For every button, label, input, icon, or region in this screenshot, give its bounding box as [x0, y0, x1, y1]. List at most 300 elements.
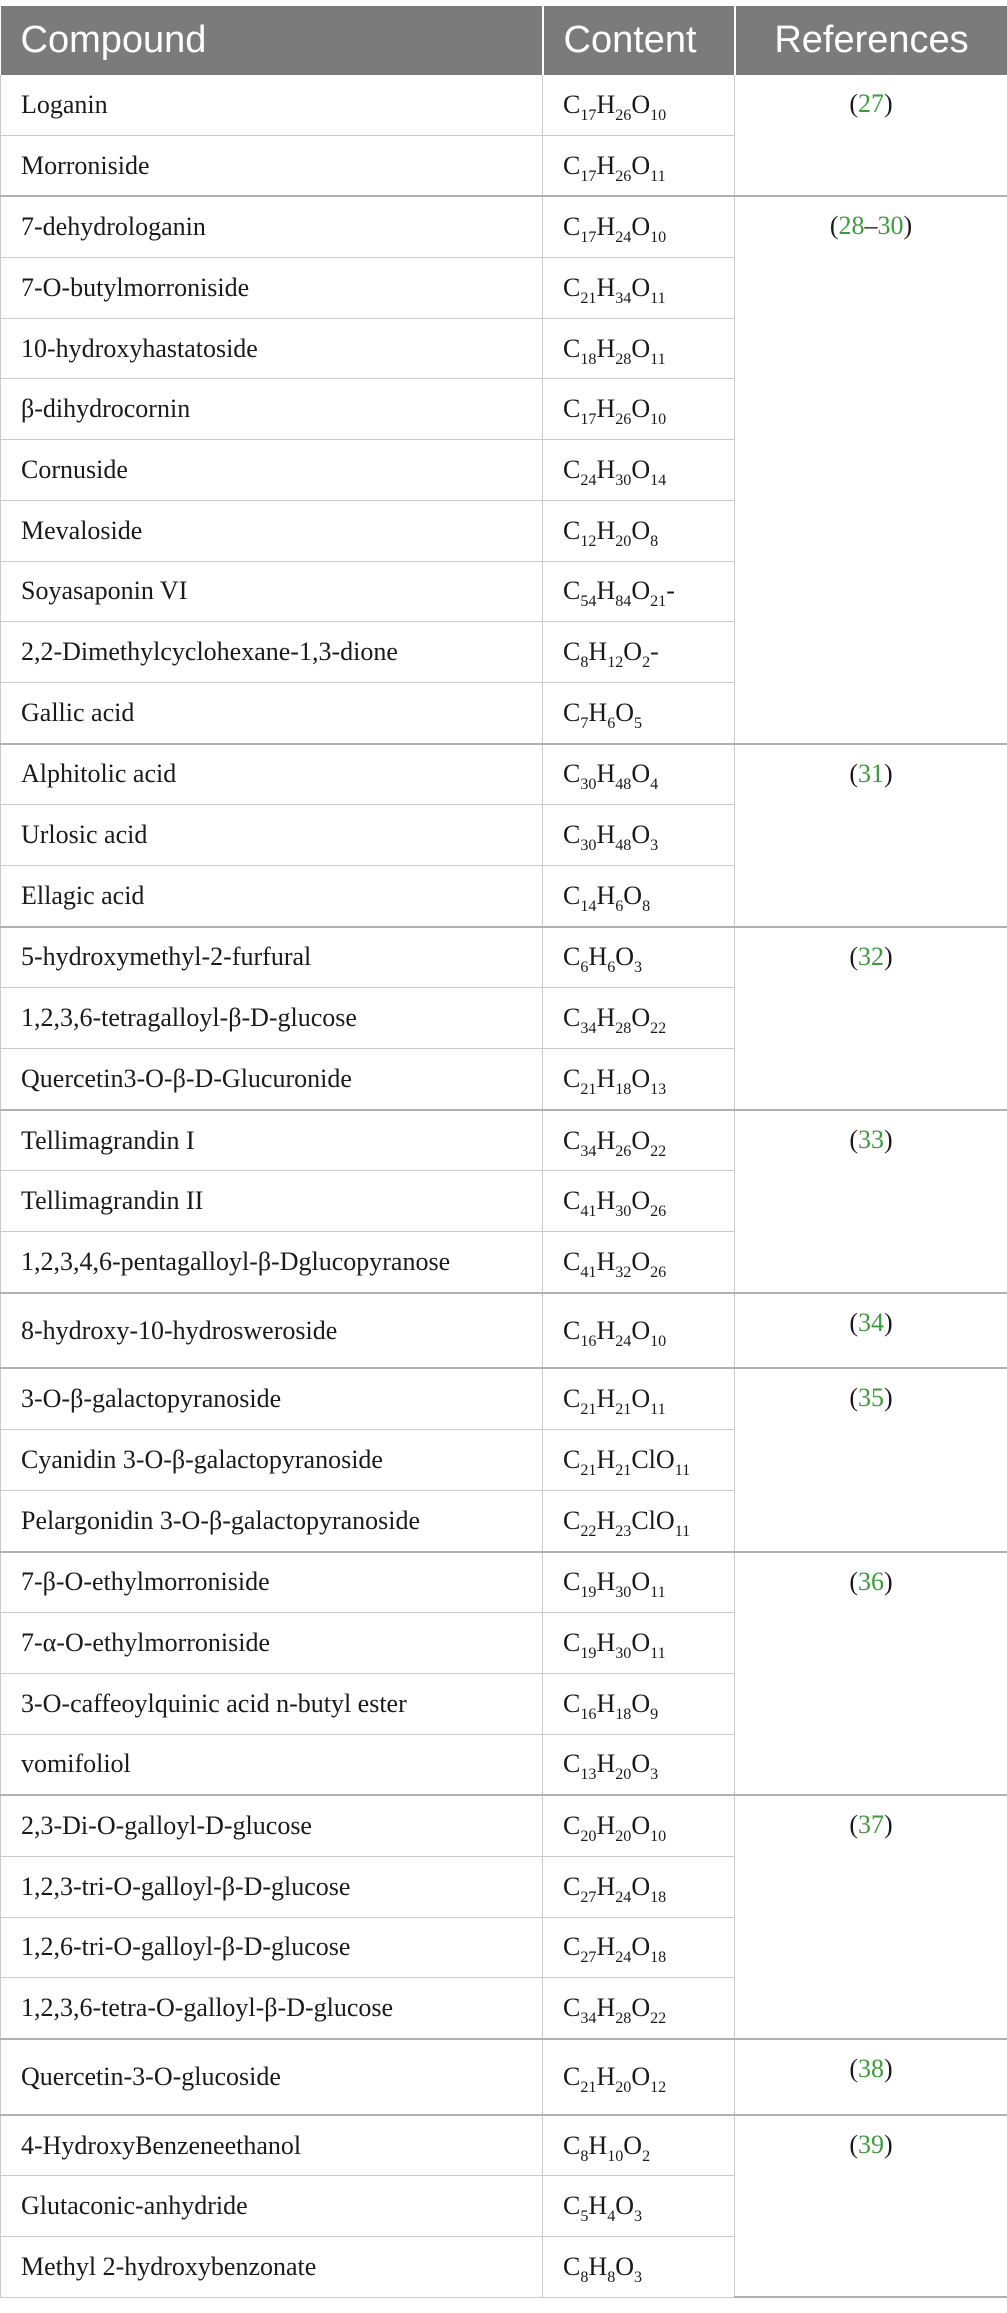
- compound-name: Quercetin3-O-β-D-Glucuronide: [1, 1049, 543, 1110]
- molecular-formula: [543, 1552, 735, 1613]
- formula-element: O: [631, 212, 651, 242]
- molecular-formula: [543, 196, 735, 257]
- molecular-formula: [543, 561, 735, 622]
- molecular-formula: [543, 75, 735, 135]
- formula-element: H: [596, 1384, 616, 1414]
- formula-element: H: [596, 272, 616, 302]
- formula-count: 8: [642, 897, 651, 915]
- compound-name: 4-HydroxyBenzeneethanol: [1, 2115, 543, 2176]
- formula-count: 19: [580, 1584, 597, 1602]
- formula-element: O: [631, 1993, 651, 2023]
- header-references: References: [735, 6, 1007, 75]
- formula-element: O: [631, 1246, 651, 1276]
- formula-element: C: [563, 1125, 581, 1155]
- reference-link[interactable]: 33: [858, 1124, 884, 1154]
- reference-link[interactable]: 31: [858, 758, 884, 788]
- formula-element: O: [631, 89, 651, 119]
- formula-count: 18: [615, 1705, 632, 1723]
- formula-element: H: [596, 150, 616, 180]
- formula-count: 30: [580, 776, 597, 794]
- compound-name: Cornuside: [1, 440, 543, 501]
- formula-element: C: [563, 1749, 581, 1779]
- table-row: [1, 196, 1007, 257]
- formula-count: 34: [580, 1020, 597, 1038]
- formula-element: O: [631, 759, 651, 789]
- molecular-formula: [543, 1734, 735, 1795]
- formula-element: O: [623, 2130, 643, 2160]
- formula-element: H: [596, 1186, 616, 1216]
- formula-count: 21: [580, 289, 597, 307]
- formula-element: O: [631, 1749, 651, 1779]
- reference-link[interactable]: 27: [858, 89, 884, 118]
- formula-count: 11: [650, 350, 666, 368]
- formula-element: O: [631, 515, 651, 545]
- formula-count: 3: [634, 959, 643, 977]
- molecular-formula: [543, 1673, 735, 1734]
- formula-count: 21: [615, 1401, 632, 1419]
- formula-element: H: [596, 454, 616, 484]
- compound-name: Urlosic acid: [1, 805, 543, 866]
- formula-count: 20: [615, 1828, 632, 1846]
- formula-count: 4: [607, 2208, 616, 2226]
- formula-count: 24: [615, 229, 632, 247]
- formula-count: 3: [634, 2268, 643, 2286]
- formula-count: 26: [615, 106, 632, 124]
- compound-name: 1,2,3,6-tetragalloyl-β-D-glucose: [1, 988, 543, 1049]
- compound-name: Gallic acid: [1, 682, 543, 743]
- formula-element: O: [631, 820, 651, 850]
- formula-count: 24: [615, 1949, 632, 1967]
- formula-count: 9: [650, 1705, 659, 1723]
- formula-count: 32: [615, 1263, 632, 1281]
- formula-count: 4: [650, 776, 659, 794]
- compound-name: 1,2,6-tri-O-galloyl-β-D-glucose: [1, 1917, 543, 1978]
- formula-count: 3: [634, 2208, 643, 2226]
- formula-element: O: [631, 394, 651, 424]
- formula-count: 20: [580, 1828, 597, 1846]
- formula-element: C: [563, 150, 581, 180]
- formula-element: C: [563, 576, 581, 606]
- compounds-table: [0, 6, 1007, 2298]
- formula-count: 26: [650, 1263, 667, 1281]
- compound-name: 8-hydroxy-10-hydrosweroside: [1, 1293, 543, 1369]
- reference-cell: (39): [735, 2115, 1007, 2298]
- formula-element: H: [596, 759, 616, 789]
- formula-element: H: [588, 637, 608, 667]
- formula-element: H: [596, 820, 616, 850]
- formula-element: H: [596, 1628, 616, 1658]
- formula-suffix: -: [666, 576, 675, 606]
- formula-count: 3: [650, 1766, 659, 1784]
- compound-name: 1,2,3,6-tetra-O-galloyl-β-D-glucose: [1, 1978, 543, 2039]
- formula-element: C: [563, 1688, 581, 1718]
- compound-name: 2,3-Di-O-galloyl-D-glucose: [1, 1795, 543, 1856]
- formula-count: 10: [650, 229, 667, 247]
- molecular-formula: [543, 1978, 735, 2039]
- formula-element: C: [563, 1505, 581, 1535]
- formula-count: 12: [607, 654, 624, 672]
- formula-count: 2: [642, 654, 651, 672]
- table-row: [1, 1552, 1007, 1613]
- molecular-formula: [543, 682, 735, 743]
- compound-name: Methyl 2-hydroxybenzonate: [1, 2237, 543, 2298]
- formula-element: C: [563, 2130, 581, 2160]
- formula-count: 24: [615, 1332, 632, 1350]
- molecular-formula: [543, 1171, 735, 1232]
- formula-count: 28: [615, 1020, 632, 1038]
- formula-element: O: [631, 1125, 651, 1155]
- reference-cell: (34): [735, 1293, 1007, 1369]
- compound-name: Tellimagrandin I: [1, 1110, 543, 1171]
- compound-name: Ellagic acid: [1, 865, 543, 926]
- formula-count: 21: [580, 1080, 597, 1098]
- reference-cell: (31): [735, 744, 1007, 927]
- formula-element: H: [596, 1505, 616, 1535]
- formula-element: O: [631, 333, 651, 363]
- formula-element: H: [596, 880, 616, 910]
- formula-count: 8: [607, 2268, 616, 2286]
- formula-count: 28: [615, 350, 632, 368]
- formula-count: 13: [580, 1766, 597, 1784]
- formula-element: H: [596, 1315, 616, 1345]
- compound-name: 1,2,3,4,6-pentagalloyl-β-Dglucopyranose: [1, 1232, 543, 1293]
- molecular-formula: [543, 927, 735, 988]
- formula-count: 8: [580, 654, 589, 672]
- compound-name: Tellimagrandin II: [1, 1171, 543, 1232]
- formula-element: H: [596, 1003, 616, 1033]
- formula-count: 11: [650, 1401, 666, 1419]
- formula-count: 30: [615, 1584, 632, 1602]
- compound-name: β-dihydrocornin: [1, 379, 543, 440]
- formula-element: O: [631, 1811, 651, 1841]
- formula-count: 21: [580, 2078, 597, 2096]
- formula-element: O: [631, 1063, 651, 1093]
- table-header: [1, 6, 1007, 75]
- reference-link[interactable]: 28: [838, 211, 865, 241]
- formula-element: H: [596, 1567, 616, 1597]
- formula-count: 41: [580, 1203, 597, 1221]
- formula-element: H: [596, 1811, 616, 1841]
- molecular-formula: [543, 379, 735, 440]
- header-content: Content: [543, 6, 735, 75]
- table-row: [1, 1293, 1007, 1369]
- molecular-formula: [543, 440, 735, 501]
- formula-count: 11: [650, 167, 666, 185]
- reference-link[interactable]: 39: [858, 2129, 884, 2159]
- formula-element: H: [596, 1246, 616, 1276]
- compound-name: vomifoliol: [1, 1734, 543, 1795]
- formula-element: ClO: [631, 1505, 675, 1535]
- reference-link[interactable]: 37: [858, 1810, 884, 1840]
- molecular-formula: [543, 2115, 735, 2176]
- molecular-formula: [543, 2237, 735, 2298]
- formula-count: 6: [580, 959, 589, 977]
- molecular-formula: [543, 865, 735, 926]
- formula-count: 34: [615, 289, 632, 307]
- molecular-formula: [543, 1917, 735, 1978]
- formula-count: 18: [650, 1888, 667, 1906]
- formula-count: 24: [615, 1888, 632, 1906]
- formula-element: O: [615, 2191, 635, 2221]
- formula-count: 22: [650, 2010, 667, 2028]
- formula-element: H: [596, 1749, 616, 1779]
- formula-count: 26: [615, 1142, 632, 1160]
- formula-element: O: [615, 942, 635, 972]
- table-row: [1, 1368, 1007, 1429]
- table-body: [1, 75, 1007, 2297]
- molecular-formula: [543, 2176, 735, 2237]
- formula-count: 11: [650, 1584, 666, 1602]
- formula-count: 22: [650, 1142, 667, 1160]
- formula-element: O: [631, 1628, 651, 1658]
- formula-element: C: [563, 1186, 581, 1216]
- table-row: [1, 1110, 1007, 1171]
- formula-count: 30: [615, 471, 632, 489]
- formula-count: 27: [580, 1949, 597, 1967]
- formula-count: 48: [615, 837, 632, 855]
- formula-count: 27: [580, 1888, 597, 1906]
- formula-count: 41: [580, 1263, 597, 1281]
- formula-element: O: [631, 454, 651, 484]
- formula-count: 14: [580, 897, 597, 915]
- formula-element: H: [596, 1063, 616, 1093]
- reference-link[interactable]: 38: [858, 2054, 884, 2083]
- formula-count: 13: [650, 1080, 667, 1098]
- reference-cell: (37): [735, 1795, 1007, 2039]
- molecular-formula: [543, 622, 735, 683]
- compound-name: 5-hydroxymethyl-2-furfural: [1, 927, 543, 988]
- formula-count: 34: [580, 2010, 597, 2028]
- molecular-formula: [543, 1110, 735, 1171]
- formula-element: C: [563, 637, 581, 667]
- formula-count: 26: [615, 167, 632, 185]
- formula-element: C: [563, 1811, 581, 1841]
- formula-count: 2: [642, 2147, 651, 2165]
- formula-count: 21: [580, 1461, 597, 1479]
- compound-name: 2,2-Dimethylcyclohexane-1,3-dione: [1, 622, 543, 683]
- formula-element: O: [631, 150, 651, 180]
- formula-count: 11: [674, 1461, 691, 1479]
- formula-count: 10: [650, 1332, 667, 1350]
- compound-name: 3-O-β-galactopyranoside: [1, 1368, 543, 1429]
- compound-name: Pelargonidin 3-O-β-galactopyranoside: [1, 1490, 543, 1551]
- header-compound: Compound: [1, 6, 543, 75]
- compound-name: 3-O-caffeoylquinic acid n-butyl ester: [1, 1673, 543, 1734]
- formula-count: 26: [615, 411, 632, 429]
- compound-name: 7-β-O-ethylmorroniside: [1, 1552, 543, 1613]
- molecular-formula: [543, 1490, 735, 1551]
- reference-link[interactable]: 36: [858, 1566, 884, 1596]
- compound-name: Glutaconic-anhydride: [1, 2176, 543, 2237]
- molecular-formula: [543, 2039, 735, 2115]
- formula-count: 20: [615, 1766, 632, 1784]
- formula-count: 54: [580, 593, 597, 611]
- molecular-formula: [543, 258, 735, 319]
- formula-element: H: [588, 697, 608, 727]
- molecular-formula: [543, 805, 735, 866]
- molecular-formula: [543, 1430, 735, 1491]
- formula-element: C: [563, 515, 581, 545]
- molecular-formula: [543, 500, 735, 561]
- formula-element: H: [588, 2191, 608, 2221]
- formula-count: 20: [615, 2078, 632, 2096]
- formula-element: C: [563, 942, 581, 972]
- table-row: [1, 744, 1007, 805]
- table-row: [1, 75, 1007, 135]
- formula-count: 6: [607, 714, 616, 732]
- reference-cell: (28–30): [735, 196, 1007, 743]
- formula-element: C: [563, 1567, 581, 1597]
- formula-element: O: [623, 880, 643, 910]
- formula-element: H: [596, 1993, 616, 2023]
- formula-count: 34: [580, 1142, 597, 1160]
- formula-count: 26: [650, 1203, 667, 1221]
- formula-count: 20: [615, 532, 632, 550]
- formula-element: O: [631, 1003, 651, 1033]
- formula-count: 6: [615, 897, 624, 915]
- formula-count: 19: [580, 1645, 597, 1663]
- formula-count: 8: [580, 2268, 589, 2286]
- molecular-formula: [543, 744, 735, 805]
- formula-count: 17: [580, 106, 597, 124]
- formula-element: H: [596, 333, 616, 363]
- formula-element: O: [631, 1186, 651, 1216]
- compound-name: Loganin: [1, 75, 543, 135]
- reference-link[interactable]: 30: [877, 211, 904, 241]
- formula-count: 16: [580, 1705, 597, 1723]
- formula-element: C: [563, 454, 581, 484]
- formula-element: H: [596, 89, 616, 119]
- formula-element: H: [596, 212, 616, 242]
- formula-count: 5: [634, 714, 643, 732]
- molecular-formula: [543, 135, 735, 196]
- formula-element: C: [563, 1932, 581, 1962]
- formula-count: 14: [650, 471, 667, 489]
- reference-link[interactable]: 35: [858, 1383, 884, 1413]
- formula-count: 17: [580, 229, 597, 247]
- molecular-formula: [543, 1232, 735, 1293]
- formula-count: 30: [615, 1203, 632, 1221]
- formula-count: 24: [580, 471, 597, 489]
- formula-count: 30: [580, 837, 597, 855]
- molecular-formula: [543, 1795, 735, 1856]
- formula-count: 22: [650, 1020, 667, 1038]
- reference-cell: (32): [735, 927, 1007, 1110]
- formula-count: 8: [650, 532, 659, 550]
- formula-element: O: [631, 2061, 651, 2091]
- formula-element: C: [563, 272, 581, 302]
- formula-count: 10: [607, 2147, 624, 2165]
- formula-element: H: [596, 1932, 616, 1962]
- compound-name: 1,2,3-tri-O-galloyl-β-D-glucose: [1, 1856, 543, 1917]
- formula-count: 23: [615, 1522, 632, 1540]
- formula-element: C: [563, 1444, 581, 1474]
- formula-element: C: [563, 2061, 581, 2091]
- compound-name: 7-O-butylmorroniside: [1, 258, 543, 319]
- compound-name: Mevaloside: [1, 500, 543, 561]
- formula-element: O: [623, 637, 643, 667]
- compound-name: 10-hydroxyhastatoside: [1, 318, 543, 379]
- formula-element: C: [563, 1003, 581, 1033]
- formula-element: H: [588, 2251, 608, 2281]
- formula-count: 10: [650, 411, 667, 429]
- formula-count: 28: [615, 2010, 632, 2028]
- formula-count: 8: [580, 2147, 589, 2165]
- formula-element: H: [588, 942, 608, 972]
- formula-element: C: [563, 2191, 581, 2221]
- reference-cell: (38): [735, 2039, 1007, 2115]
- formula-element: C: [563, 1384, 581, 1414]
- molecular-formula: [543, 1049, 735, 1110]
- formula-element: C: [563, 333, 581, 363]
- compound-name: Morroniside: [1, 135, 543, 196]
- formula-count: 18: [580, 350, 597, 368]
- formula-element: C: [563, 820, 581, 850]
- formula-element: H: [596, 1444, 616, 1474]
- formula-count: 17: [580, 167, 597, 185]
- formula-element: ClO: [631, 1444, 675, 1474]
- molecular-formula: [543, 1368, 735, 1429]
- formula-count: 18: [615, 1080, 632, 1098]
- formula-count: 12: [580, 532, 597, 550]
- molecular-formula: [543, 988, 735, 1049]
- formula-count: 10: [650, 106, 667, 124]
- formula-element: C: [563, 2251, 581, 2281]
- formula-element: H: [596, 1688, 616, 1718]
- formula-count: 16: [580, 1332, 597, 1350]
- formula-count: 10: [650, 1828, 667, 1846]
- formula-count: 17: [580, 411, 597, 429]
- formula-element: C: [563, 880, 581, 910]
- molecular-formula: [543, 1613, 735, 1674]
- formula-element: H: [596, 576, 616, 606]
- reference-link[interactable]: 32: [858, 941, 884, 971]
- formula-count: 22: [580, 1522, 597, 1540]
- molecular-formula: [543, 318, 735, 379]
- formula-element: O: [631, 1567, 651, 1597]
- formula-element: O: [631, 1871, 651, 1901]
- formula-count: 11: [650, 1645, 666, 1663]
- compound-name: 7-α-O-ethylmorroniside: [1, 1613, 543, 1674]
- formula-element: H: [596, 2061, 616, 2091]
- compound-name: Quercetin-3-O-glucoside: [1, 2039, 543, 2115]
- formula-element: C: [563, 89, 581, 119]
- formula-element: O: [631, 1932, 651, 1962]
- formula-element: H: [596, 1871, 616, 1901]
- table-row: [1, 1795, 1007, 1856]
- table-row: [1, 2115, 1007, 2176]
- reference-link[interactable]: 34: [858, 1307, 884, 1337]
- formula-element: O: [631, 1384, 651, 1414]
- formula-suffix: -: [650, 637, 659, 667]
- molecular-formula: [543, 1293, 735, 1369]
- compound-name: Soyasaponin VI: [1, 561, 543, 622]
- table-row: [1, 927, 1007, 988]
- formula-count: 21: [615, 1461, 632, 1479]
- formula-count: 6: [607, 959, 616, 977]
- formula-count: 21: [650, 593, 667, 611]
- formula-element: C: [563, 1628, 581, 1658]
- formula-element: C: [563, 759, 581, 789]
- formula-element: H: [588, 2130, 608, 2160]
- formula-element: H: [596, 515, 616, 545]
- formula-element: C: [563, 1315, 581, 1345]
- formula-count: 30: [615, 1645, 632, 1663]
- formula-element: O: [615, 697, 635, 727]
- reference-cell: (36): [735, 1552, 1007, 1796]
- formula-element: O: [631, 1315, 651, 1345]
- formula-element: C: [563, 394, 581, 424]
